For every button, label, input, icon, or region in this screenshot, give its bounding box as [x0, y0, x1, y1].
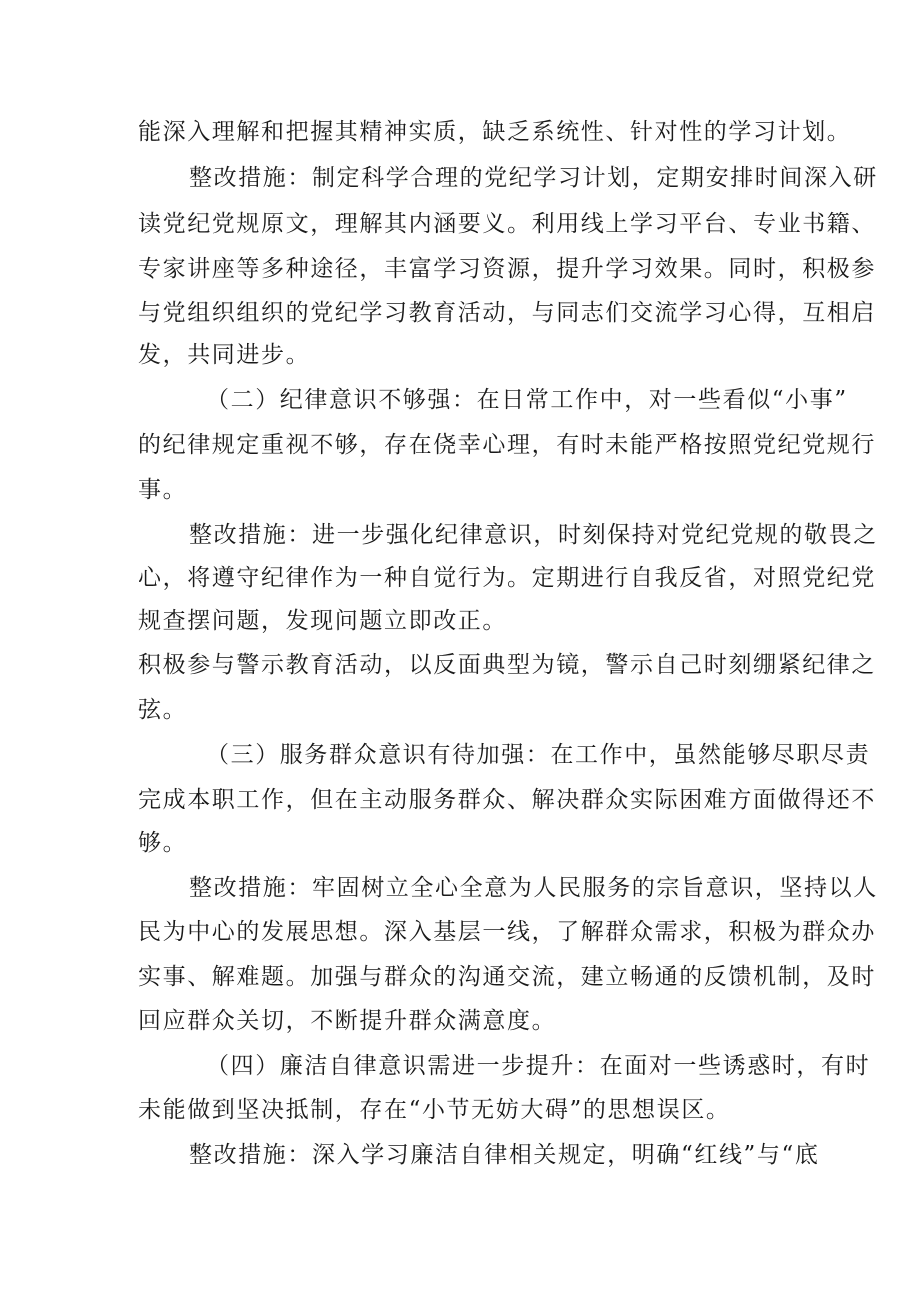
text-line: 民为中心的发展思想。深入基层一线，了解群众需求，积极为群众办 — [138, 919, 876, 945]
text-line: 弦。 — [138, 697, 188, 723]
section-heading-2: （二）纪律意识不够强：在日常工作中，对一些看似“小事” — [206, 387, 848, 413]
text-line: 回应群众关切，不断提升群众满意度。 — [138, 1008, 557, 1034]
text-line: 读党纪党规原文，理解其内涵要义。利用线上学习平台、专业书籍、 — [138, 211, 876, 237]
text-line: 实事、解难题。加强与群众的沟通交流，建立畅通的反馈机制，及时 — [138, 964, 876, 990]
rectification-paragraph-4-line: 整改措施：深入学习廉洁自律相关规定，明确“红线”与“底 — [189, 1142, 820, 1168]
section-heading-4: （四）廉洁自律意识需进一步提升：在面对一些诱惑时，有时 — [206, 1053, 871, 1079]
text-line: 未能做到坚决抵制，存在“小节无妨大碍”的思想误区。 — [138, 1097, 731, 1123]
text-line: 完成本职工作，但在主动服务群众、解决群众实际困难方面做得还不 — [138, 787, 876, 813]
rectification-paragraph-3-line: 整改措施：牢固树立全心全意为人民服务的宗旨意识，坚持以人 — [189, 875, 878, 901]
section-heading-3: （三）服务群众意识有待加强：在工作中，虽然能够尽职尽责 — [206, 742, 871, 768]
text-line: 专家讲座等多种途径，丰富学习资源，提升学习效果。同时，积极参 — [138, 256, 876, 282]
text-line: 够。 — [138, 830, 188, 856]
text-line: 规查摆问题，发现问题立即改正。 — [138, 608, 507, 634]
text-line: 能深入理解和把握其精神实质，缺乏系统性、针对性的学习计划。 — [138, 119, 852, 145]
text-line: 的纪律规定重视不够，存在侥幸心理，有时未能严格按照党纪党规行 — [138, 432, 876, 458]
text-line: 与党组织组织的党纪学习教育活动，与同志们交流学习心得，互相启 — [138, 300, 876, 326]
rectification-paragraph-1-line: 整改措施：制定科学合理的党纪学习计划，定期安排时间深入研 — [189, 165, 878, 191]
rectification-paragraph-2-line: 整改措施：进一步强化纪律意识，时刻保持对党纪党规的敬畏之 — [189, 522, 878, 548]
text-line: 心，将遵守纪律作为一种自觉行为。定期进行自我反省，对照党纪党 — [138, 565, 876, 591]
text-line: 事。 — [138, 477, 188, 503]
text-line: 发，共同进步。 — [138, 342, 311, 368]
text-line: 积极参与警示教育活动，以反面典型为镜，警示自己时刻绷紧纪律之 — [138, 652, 876, 678]
